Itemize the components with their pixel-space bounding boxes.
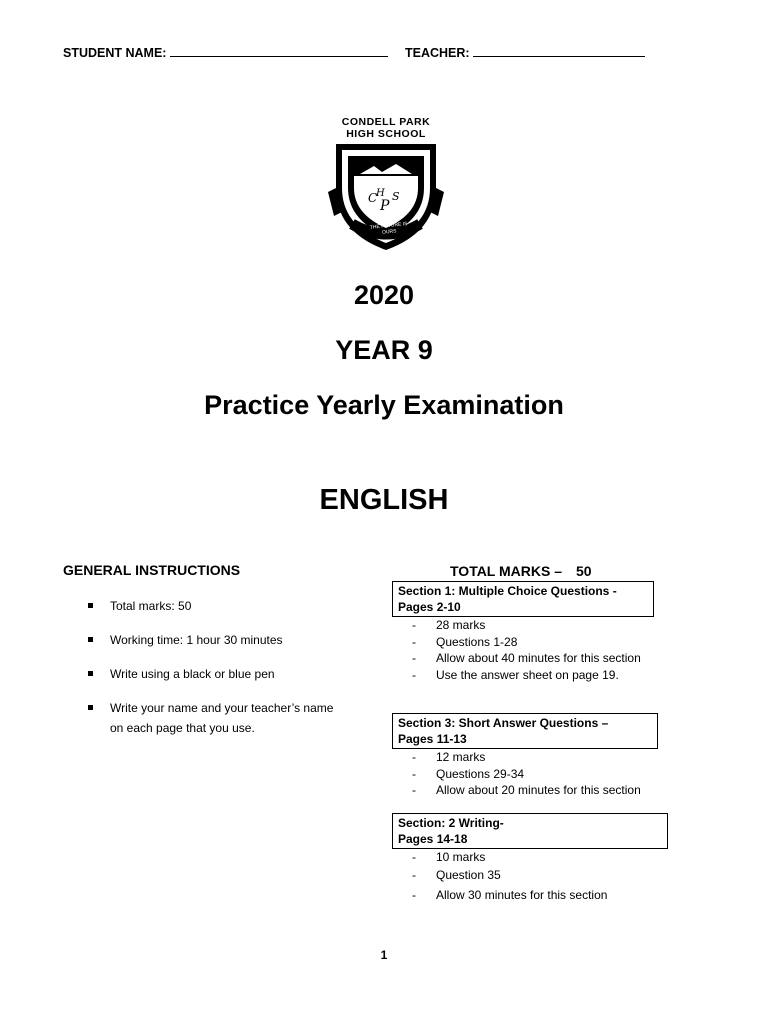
section-detail: - 10 marks (392, 849, 670, 866)
exam-title: Practice Yearly Examination (204, 390, 564, 420)
svg-text:H: H (376, 188, 385, 199)
section-1-title: Section 1: Multiple Choice Questions - (398, 584, 617, 598)
section-detail: - 28 marks (392, 617, 654, 634)
section-3-title-box (392, 713, 658, 749)
section-detail: - Use the answer sheet on page 19. (392, 667, 654, 684)
exam-subject: ENGLISH (319, 484, 449, 516)
student-name-label: STUDENT NAME: (63, 46, 167, 60)
section-1 (392, 581, 654, 683)
student-name-line (170, 44, 388, 57)
teacher-field (405, 44, 645, 60)
exam-year: 2020 (353, 280, 415, 310)
section-1-pages: Pages 2-10 (398, 600, 461, 614)
instruction-item: Total marks: 50 (88, 596, 338, 616)
section-detail: - Questions 29-34 (392, 766, 670, 783)
section-3-details (392, 749, 670, 799)
svg-text:S: S (392, 190, 400, 203)
teacher-label: TEACHER: (405, 46, 470, 60)
section-detail: - Allow about 20 minutes for this section (392, 782, 670, 799)
instruction-item: Working time: 1 hour 30 minutes (88, 630, 338, 650)
svg-text:C: C (368, 191, 378, 205)
section-3-title: Section 3: Short Answer Questions – (398, 716, 609, 730)
section-1-title-box (392, 581, 654, 617)
section-detail: - Question 35 (392, 866, 670, 885)
exam-grade: YEAR 9 (335, 335, 433, 365)
student-name-field (63, 44, 388, 60)
section-3 (392, 713, 670, 799)
logo-school-name-1: CONDELL PARK (341, 116, 431, 128)
section-3-pages: Pages 11-13 (398, 732, 467, 746)
instructions-list (88, 596, 338, 752)
section-2-title: Section: 2 Writing- (398, 816, 504, 830)
instructions-heading: GENERAL INSTRUCTIONS (63, 562, 241, 578)
page-number: 1 (380, 948, 388, 962)
section-2 (392, 813, 670, 905)
total-marks (450, 563, 592, 579)
section-2-details (392, 849, 670, 905)
total-marks-value: 50 (576, 563, 592, 579)
total-marks-label: TOTAL MARKS – (450, 563, 563, 579)
section-detail: - Allow about 40 minutes for this section (392, 650, 654, 667)
section-2-pages: Pages 14-18 (398, 832, 468, 846)
teacher-line (473, 44, 645, 57)
section-detail: - 12 marks (392, 749, 670, 766)
section-detail: - Allow 30 minutes for this section (392, 885, 670, 905)
section-2-title-box (392, 813, 668, 849)
section-1-details (392, 617, 654, 683)
school-logo (326, 116, 446, 254)
logo-motto: THE FUTURE IS OURS (369, 221, 408, 236)
section-detail: - Questions 1-28 (392, 634, 654, 651)
instruction-item: Write using a black or blue pen (88, 664, 338, 684)
svg-text:P: P (380, 198, 390, 214)
instruction-item: Write your name and your teacher’s name on each page that you use. (88, 698, 338, 738)
logo-school-name-2: HIGH SCHOOL (346, 128, 426, 140)
